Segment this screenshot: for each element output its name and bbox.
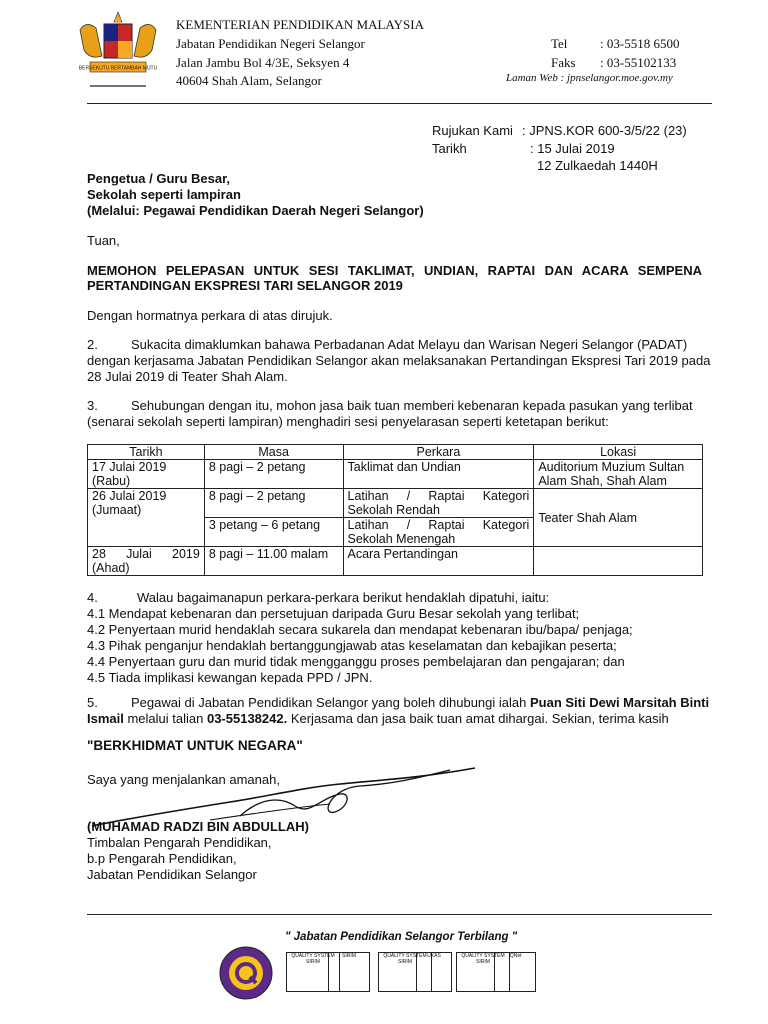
tel-label: Tel — [551, 36, 568, 51]
cell-perkara-line-1 — [348, 518, 530, 532]
cell-perkara — [343, 518, 534, 547]
contact-name: Puan Siti Dewi Marsitah Binti — [529, 695, 710, 710]
footer-divider — [87, 914, 712, 915]
para2-number: 2. — [87, 337, 98, 352]
word: / — [406, 518, 411, 532]
cell-perkara: Acara Pertandingan — [343, 547, 534, 576]
cell-tarikh — [88, 489, 205, 547]
header-tarikh: Tarikh — [88, 445, 205, 460]
fax-label: Faks — [551, 55, 576, 70]
tarikh-value: : 15 Julai 2019 — [530, 141, 615, 156]
cell-lokasi-line-2: Alam Shah, Shah Alam — [538, 474, 667, 488]
cell-tarikh — [88, 547, 205, 576]
cell-tarikh — [88, 460, 205, 489]
header-masa: Masa — [204, 445, 343, 460]
signatory-name: (MUHAMAD RADZI BIN ABDULLAH) — [87, 819, 309, 834]
rujukan-value: : JPNS.KOR 600-3/5/22 (23) — [522, 123, 687, 138]
para2-line-3: 28 Julai 2019 di Teater Shah Alam. — [87, 369, 288, 384]
cell-lokasi — [534, 547, 703, 576]
cell-lokasi: Teater Shah Alam — [534, 489, 703, 547]
closing-line: Saya yang menjalankan amanah, — [87, 772, 280, 787]
cell-day: (Rabu) — [92, 474, 131, 488]
cell-perkara-line-1 — [348, 489, 530, 503]
para5-number: 5. — [87, 695, 98, 710]
header-perkara: Perkara — [343, 445, 534, 460]
cert-label: QUALITY SYSTEM SIRIM — [291, 953, 335, 965]
word: Raptai — [428, 518, 465, 532]
website: Laman Web : jpnselangor.moe.gov.my — [506, 72, 673, 84]
cell-masa: 8 pagi – 2 petang — [204, 460, 343, 489]
para5-text: melalui talian — [123, 711, 207, 726]
word: 2019 — [172, 547, 200, 561]
para2-line-2: dengan kerjasama Jabatan Pendidikan Selangor akan melaksanakan Pertandingan Ekspresi Tari 2019 pada — [87, 353, 711, 368]
cell-perkara: Taklimat dan Undian — [343, 460, 534, 489]
hijri-date: 12 Zulkaedah 1440H — [537, 158, 658, 173]
cert-label: UKAS — [427, 953, 441, 959]
para3-line-2: (senarai sekolah seperti lampiran) menghadiri sesi penyelarasan seperti ketetapan berikut: — [87, 414, 609, 429]
para3-line-1: Sehubungan dengan itu, mohon jasa baik tuan memberi kebenaran kepada pasukan yang terlibat — [131, 398, 693, 413]
para5-text: Kerjasama dan jasa baik tuan amat dihargai. Sekian, terima kasih — [287, 711, 669, 726]
para2-line-1: Sukacita dimaklumkan bahawa Perbadanan Adat Melayu dan Warisan Negeri Selangor (PADAT) — [131, 337, 688, 352]
tarikh-label: Tarikh — [432, 141, 467, 156]
cell-date — [92, 547, 200, 561]
signatory-title-1: Timbalan Pengarah Pendidikan, — [87, 835, 272, 850]
cell-lokasi-line-1: Auditorium Muzium Sultan — [538, 460, 685, 474]
footer-slogan: " Jabatan Pendidikan Selangor Terbilang " — [285, 931, 518, 943]
para3-number: 3. — [87, 398, 98, 413]
list-item: 4.4 Penyertaan guru dan murid tidak mengganggu proses pembelajaran dan pengajaran; dan — [87, 654, 625, 669]
cell-masa: 8 pagi – 2 petang — [204, 489, 343, 518]
recipient-line-2: Sekolah seperti lampiran — [87, 187, 241, 202]
cert-label: IQNet — [508, 953, 522, 959]
list-item: 4.3 Pihak penganjur hendaklah bertanggungjawab atas keselamatan dan kebajikan peserta; — [87, 638, 617, 653]
recipient-line-1: Pengetua / Guru Besar, — [87, 171, 231, 186]
fax-value: : 03-55102133 — [600, 55, 677, 70]
para5-line-2 — [87, 710, 669, 728]
cell-date: 17 Julai 2019 — [92, 460, 167, 474]
cell-perkara-line-2: Sekolah Menengah — [347, 532, 456, 546]
list-item: 4.5 Tiada implikasi kewangan kepada PPD / JPN. — [87, 670, 373, 685]
cert-badge — [494, 952, 536, 992]
jata-negara-crest — [72, 10, 164, 92]
cell-day: (Ahad) — [92, 561, 130, 575]
word: Latihan — [347, 518, 389, 532]
signatory-title-2: b.p Pengarah Pendidikan, — [87, 851, 237, 866]
address-line-1: Jalan Jambu Bol 4/3E, Seksyen 4 — [176, 55, 350, 70]
cell-masa: 3 petang – 6 petang — [204, 518, 343, 547]
motto: "BERKHIDMAT UNTUK NEGARA" — [87, 738, 303, 753]
word: Kategori — [482, 518, 530, 532]
table-row — [88, 460, 703, 489]
recipient-line-3: (Melalui: Pegawai Pendidikan Daerah Negeri Selangor) — [87, 203, 424, 218]
letterhead-divider — [87, 103, 712, 104]
cert-label: SIRIM — [342, 953, 356, 959]
department-name: Jabatan Pendidikan Negeri Selangor — [176, 36, 365, 51]
cert-badge — [416, 952, 452, 992]
header-lokasi: Lokasi — [534, 445, 703, 460]
cell-day: (Jumaat) — [92, 503, 142, 517]
word: 28 — [92, 547, 106, 561]
ministry-name: KEMENTERIAN PENDIDIKAN MALAYSIA — [176, 17, 424, 32]
svg-text:BERSEKUTU BERTAMBAH MUTU: BERSEKUTU BERTAMBAH MUTU — [78, 65, 158, 72]
word: Latihan — [347, 489, 389, 503]
jps-logo — [218, 945, 274, 1001]
cell-perkara-line-2: Sekolah Rendah — [347, 503, 440, 517]
word: / — [406, 489, 411, 503]
cell-perkara — [343, 489, 534, 518]
rujukan-label: Rujukan Kami — [432, 123, 513, 138]
list-item: 4.2 Penyertaan murid hendaklah secara sukarela dan mendapat kebenaran ibu/bapa/ penjaga; — [87, 622, 633, 637]
cert-label: QUALITY SYSTEM SIRIM — [383, 953, 427, 965]
tel-value: : 03-5518 6500 — [600, 36, 680, 51]
salutation: Tuan, — [87, 233, 120, 248]
table-row — [88, 547, 703, 576]
word: Raptai — [428, 489, 465, 503]
word: Julai — [126, 547, 152, 561]
subject-line-1: MEMOHON PELEPASAN UNTUK SESI TAKLIMAT, UNDIAN, RAPTAI DAN ACARA SEMPENA — [87, 263, 702, 278]
table-row — [88, 489, 703, 518]
cell-date: 26 Julai 2019 — [92, 489, 167, 503]
word: Kategori — [482, 489, 530, 503]
cell-lokasi — [534, 460, 703, 489]
para4-intro: Walau bagaimanapun perkara-perkara berikut hendaklah dipatuhi, iaitu: — [137, 590, 550, 605]
contact-phone: 03-55138242. — [206, 711, 288, 726]
para4-number: 4. — [87, 590, 98, 605]
address-line-2: 40604 Shah Alam, Selangor — [176, 73, 322, 88]
list-item: 4.1 Mendapat kebenaran dan persetujuan daripada Guru Besar sekolah yang terlibat; — [87, 606, 580, 621]
para5-text: Pegawai di Jabatan Pendidikan Selangor yang boleh dihubungi ialah — [131, 695, 530, 710]
cert-label: QUALITY SYSTEM SIRIM — [461, 953, 505, 965]
schedule-table — [87, 444, 703, 576]
table-header-row — [88, 445, 703, 460]
signatory-title-3: Jabatan Pendidikan Selangor — [87, 867, 257, 882]
subject-line-2: PERTANDINGAN EKSPRESI TARI SELANGOR 2019 — [87, 278, 403, 293]
opening-line: Dengan hormatnya perkara di atas dirujuk. — [87, 308, 333, 323]
cert-badge — [328, 952, 370, 992]
cell-masa: 8 pagi – 11.00 malam — [204, 547, 343, 576]
contact-name-end: Ismail — [87, 711, 124, 726]
